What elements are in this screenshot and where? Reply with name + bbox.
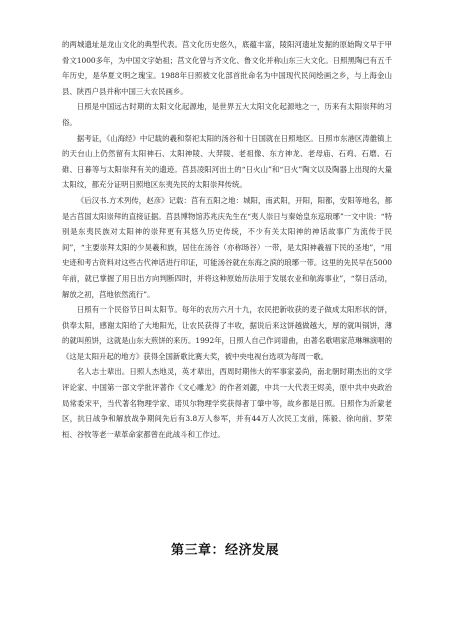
paragraph-shanhaijing-evidence: 据考证，《山海经》中记载的羲和祭祀太阳的汤谷和十日国就在日照地区。日照市东港区涛雒镇上的天台山上仍然留有太阳神石、太阳神陵、大羿陵、老祖像、东方神龙、老母庙、石鸡、石磨、石碓、日暮等与太阳崇拜有关的遗迹。莒县凌阳河出土的“日火山”和“日火”陶文以及陶器上出现的大量太阳纹，都充分证明日照地区东夷先民的太阳崇拜传统。 <box>62 133 392 190</box>
paragraph-notable-people: 名人志士辈出。日照人杰地灵，英才辈出，西周时期伟大的军事家姜尚，南北朝时期杰出的文学评论家、中国第一部文学批评著作《文心雕龙》的作者刘勰，中共一大代表王烬美，原中共中央政治局常委宋平，当代著名物理学家、诺贝尔物理学奖获得者丁肇中等，故乡都是日照。日照作为沂蒙老区，抗日战争和解放战争期间先后有3.8万人参军，并有44万人次民工支前，陈毅、徐向前、罗荣桓、谷牧等老一辈革命家都曾在此战斗和工作过。 <box>62 367 392 439</box>
paragraph-cultural-history: 的两城遗址是龙山文化的典型代表。莒文化历史悠久，底蕴丰富，陵阳河遗址发掘的原始陶文早于甲骨文1000多年，为中国文字始祖；莒文化曾与齐文化、鲁文化并称山东三大文化。日照黑陶已有五千年历史，是华夏文明之瑰宝。1988年日照被文化部首批命名为中国现代民间绘画之乡，与上海金山县、陕西户县并称中国三大农民画乡。 <box>62 40 392 96</box>
chapter-heading: 第三章：经济发展 <box>170 543 279 558</box>
document-body <box>62 37 392 442</box>
paragraph-sun-culture-origin: 日照是中国远古时期的太阳文化起源地，是世界五大太阳文化起源地之一，历来有太阳崇拜的习俗。 <box>62 102 392 127</box>
paragraph-houhanshu-evidence: 《后汉书.方术列传，赵彦》记载：莒有五阳之地：城阳，南武阳，开阳，阳都，安阳等地名，都是古莒国太阳崇拜的直接证据。莒县博物馆苏兆庆先生在“夷人崇日与秦始皇东巡琅琊”一文中说：“特别是东夷民族对太阳神的崇拜更有其悠久历史传统，不少有关太阳神的神话故事广为流传于民间”，“主要崇拜太阳的少昊羲和族，居住在汤谷（亦称旸谷）一带，是太阳神羲福下民的圣地”，“用史迹和考古资料对这些古代神话进行印证，可能汤谷就在东海之滨的琅琊一带。这里的先民早在5000年前，就已掌握了用日出方向判断四时，并将这种原始历法用于发展农业和航海事业”，“祭日活动，解放之初，莒地依然流行”。 <box>62 195 392 299</box>
paragraph-sun-festival: 日照有一个民俗节日叫太阳节。每年的农历六月十九，农民把新收获的麦子做成太阳形状的饼，供奉太阳，感谢太阳给了大地阳光，让农民获得了丰收，据说后来这饼越做越大，厚的就叫锅饼，薄的就叫煎饼，这就是山东大煎饼的来历。1992年，日照人自己作词谱曲，由著名歌唱家范琳琳演唱的《这是太阳升起的地方》获得全国新歌比赛大奖，被中央电视台选项为每周一歌。 <box>62 305 392 361</box>
